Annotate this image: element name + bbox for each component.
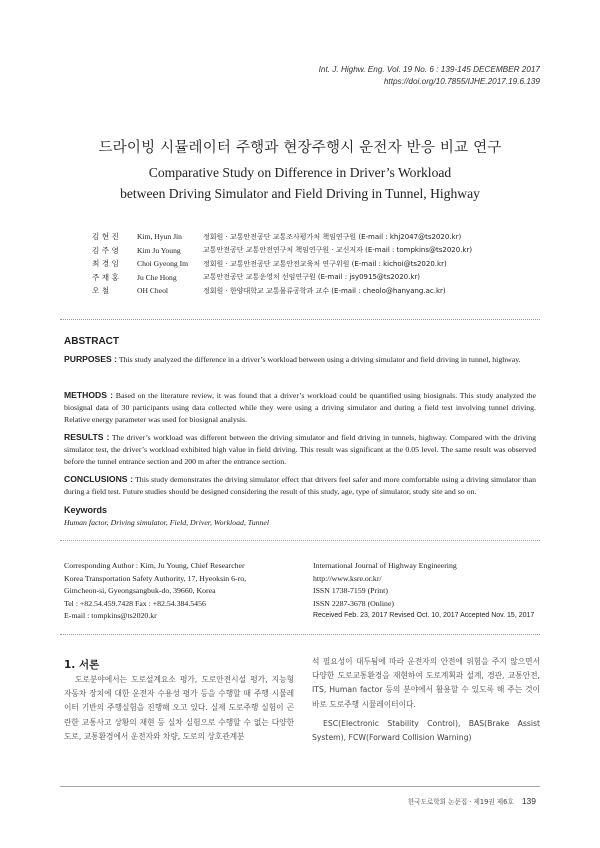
title-korean: 드라이빙 시뮬레이터 주행과 현장주행시 운전자 반응 비교 연구 bbox=[98, 140, 502, 156]
info-line: ISSN 1738-7159 (Print) bbox=[313, 586, 388, 596]
corr-line: Gimcheon-si, Gyeongsangbuk-do, 39660, Korea bbox=[64, 586, 216, 596]
body-paragraph: 도로분야에서는 도로설계요소 평가, 도로안전시설 평가, 지능형 자동차 장치에 대한 운전자 수용성 평가 등을 수행할 때 주행 시뮬레이터 기반의 주행실험을 진행해 오고 있다. 실제 도로주행 실험이 곤란한 교통사고 상황의 재현 등 실차 실험으로 수행할 수 없는 다양한 도로, 교통환경에서 운전자와 차량, 도로의 상호관계분 bbox=[64, 675, 294, 741]
submission-dates: Received Feb. 23, 2017 Revised Oct. 10, 2017 Accepted Nov. 15, 2017 bbox=[313, 612, 535, 620]
divider bbox=[60, 540, 540, 541]
author-name-korean: 최 경 임 bbox=[92, 259, 119, 269]
page-footer bbox=[408, 796, 536, 806]
corr-line: Korea Transportation Safety Authority, 17, Hyeoksin 6-ro, bbox=[64, 573, 247, 583]
page-number: 139 bbox=[521, 796, 536, 806]
body-paragraph: 석 필요성이 대두됨에 따라 운전자의 안전에 위험을 주지 않으면서 다양한 도로교통환경을 재현하여 도로계획과 설계, 경관, 교통안전, ITS, Human factor 등의 분야에서 활용할 수 있도록 해 주는 것이 바로 도로주행 시뮬레이터이다. bbox=[312, 657, 540, 709]
author-affiliation: 교통안전공단 교통안전연구처 책임연구원 · 교신저자 (E-mail : tompkins@ts2020.kr) bbox=[203, 246, 473, 255]
journal-header bbox=[319, 64, 540, 88]
corr-line: Corresponding Author : Kim, Ju Young, Chief Researcher bbox=[64, 561, 245, 570]
author-affiliation: 정회원 · 교통안전공단 교통조사평가처 책임연구원 (E-mail : khj2047@ts2020.kr) bbox=[203, 232, 462, 241]
title-english-line1: Comparative Study on Difference in Driver’s Workload bbox=[148, 165, 452, 180]
methods-label: METHODS : bbox=[64, 390, 114, 400]
author-row bbox=[92, 244, 472, 258]
author-name-english: Kim Ju Young bbox=[137, 245, 181, 255]
author-name-english: Ju Che Hong bbox=[137, 272, 177, 282]
author-affiliation: 교통안전공단 교통운영처 선임연구원 (E-mail : jsy0915@ts2020.kr) bbox=[203, 273, 420, 282]
journal-info-block bbox=[313, 560, 534, 623]
author-name-english: Choi Gyeong Im bbox=[137, 259, 189, 269]
doi-link[interactable]: https://doi.org/10.7855/IJHE.2017.19.6.139 bbox=[383, 77, 540, 86]
author-name-korean: 김 현 진 bbox=[92, 232, 119, 242]
abstract-heading: ABSTRACT bbox=[64, 336, 119, 347]
corresponding-author-block bbox=[64, 560, 246, 623]
author-row bbox=[92, 257, 472, 271]
author-name-korean: 김 주 영 bbox=[92, 245, 119, 255]
journal-citation: Int. J. Highw. Eng. Vol. 19 No. 6 : 139-145 DECEMBER 2017 bbox=[318, 65, 540, 74]
conclusions-label: CONCLUSIONS : bbox=[64, 474, 133, 484]
results-label: RESULTS : bbox=[64, 432, 110, 442]
author-row bbox=[92, 271, 472, 285]
conclusions-text: This study demonstrates the driving simulator effect that drivers feel safer and more comfortable using a driving simulator than during a field test. Future studies should be designed considering the result of this study, age, type of simulator, study site and so on. bbox=[64, 475, 537, 496]
corr-email: E-mail : tompkins@ts2020.kr bbox=[64, 611, 157, 621]
author-name-korean: 주 재 홍 bbox=[92, 272, 119, 282]
info-line: ISSN 2287-3678 (Online) bbox=[313, 598, 394, 608]
title-english bbox=[0, 162, 600, 204]
body-column-right bbox=[312, 655, 540, 745]
divider bbox=[60, 634, 540, 635]
corr-line: Tel : +82.54.459.7428 Fax : +82.54.384.5456 bbox=[64, 598, 206, 608]
abstract-results bbox=[64, 431, 536, 468]
body-column-left bbox=[64, 673, 294, 744]
results-text: The driver’s workload was different between the driving simulator and field driving in tunnels, highway. Compared with the driving simulator test, the driver’s workload exhibited high value in field driving. This result was significant at the 0.05 level. The same result was observed before the tunnel entrance section and 200 m after the entrance section. bbox=[64, 433, 536, 466]
author-affiliation: 정회원 · 교통안전공단 교통안전교육처 연구위원 (E-mail : kichoi@ts2020.kr) bbox=[203, 259, 447, 268]
author-list bbox=[92, 230, 472, 298]
footer-divider bbox=[60, 786, 540, 787]
info-line: International Journal of Highway Engineering bbox=[313, 561, 457, 570]
author-affiliation: 정회원 · 한양대학교 교통물류공학과 교수 (E-mail : cheolo@hanyang.ac.kr) bbox=[203, 286, 446, 295]
author-name-korean: 오 철 bbox=[92, 286, 110, 296]
abstract-purposes bbox=[64, 353, 536, 366]
methods-text: Based on the literature review, it was found that a driver’s workload could be quantified using biosignals. This study analyzed the biosignal data of 30 participants using data collected while they were using a driving simulator and during a field test involving tunnel driving. Relative energy parameter was used for biosignal analysis. bbox=[64, 391, 537, 424]
purposes-label: PURPOSES : bbox=[64, 354, 118, 364]
author-row bbox=[92, 284, 472, 298]
abstract-conclusions bbox=[64, 473, 536, 498]
author-name-english: OH Cheol bbox=[137, 286, 169, 296]
keywords-heading: Keywords bbox=[64, 505, 108, 515]
journal-url[interactable]: http://www.ksre.or.kr/ bbox=[313, 573, 382, 583]
body-paragraph: ESC(Electronic Stability Control), BAS(Brake Assist System), FCW(Forward Collision Warning) bbox=[312, 718, 540, 743]
author-name-english: Kim, Hyun Jin bbox=[137, 232, 182, 242]
author-row bbox=[92, 230, 472, 244]
purposes-text: This study analyzed the difference in a driver’s workload between using a driving simulator and field driving in tunnel, highway. bbox=[118, 355, 521, 364]
divider bbox=[60, 319, 540, 320]
title-english-line2: between Driving Simulator and Field Driving in Tunnel, Highway bbox=[120, 186, 480, 201]
abstract-methods bbox=[64, 389, 536, 426]
footer-journal: 한국도로학회 논문집 · 제19권 제6호 bbox=[407, 798, 514, 806]
section-heading: 1. 서론 bbox=[64, 659, 100, 671]
keywords-text: Human factor, Driving simulator, Field, Driver, Workload, Tunnel bbox=[64, 518, 270, 527]
